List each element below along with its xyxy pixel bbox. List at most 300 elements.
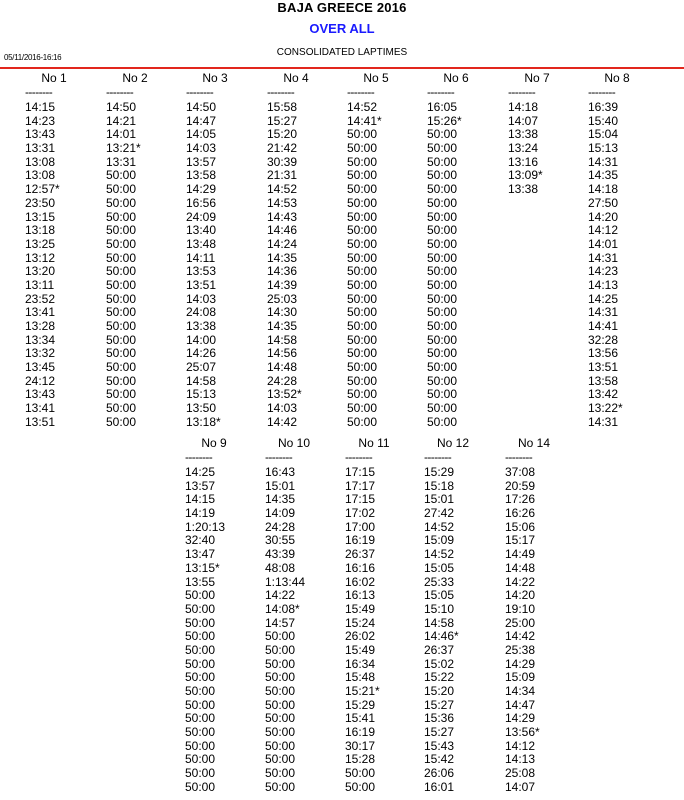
- lap-time: 15:36: [424, 711, 455, 726]
- car-number-header: No 7: [524, 71, 550, 85]
- lap-time: 14:30: [267, 305, 298, 320]
- lap-time: 14:48: [505, 560, 536, 575]
- lap-time: 13:11: [25, 277, 55, 292]
- lap-time: 16:43: [265, 465, 296, 479]
- lap-time: 14:22: [265, 588, 296, 603]
- car-number-header: No 8: [604, 71, 630, 85]
- lap-time: 15:41: [345, 711, 376, 726]
- car-column: [267, 71, 325, 430]
- lap-time: 17:17: [345, 478, 376, 493]
- lap-time: 50:00: [106, 305, 137, 320]
- lap-time: 15:28: [345, 752, 376, 767]
- lap-time: 14:12: [588, 223, 619, 238]
- lap-time: 43:39: [265, 547, 296, 562]
- lap-time: 50:00: [427, 387, 458, 402]
- car-number-header: No 14: [517, 436, 551, 450]
- lap-time: 15:17: [505, 533, 536, 548]
- lap-time: 17:15: [345, 492, 376, 507]
- lap-time: 14:03: [267, 401, 298, 416]
- lap-time: 16:39: [588, 100, 619, 114]
- lap-time: 50:00: [265, 697, 296, 712]
- lap-time: 13:08: [25, 168, 56, 183]
- car-number-header: No 1: [41, 71, 67, 85]
- lap-time: 15:02: [424, 656, 455, 671]
- lap-time: 13:52*: [267, 387, 302, 402]
- lap-time: 32:28: [588, 332, 619, 347]
- car-number-header: No 3: [202, 71, 228, 85]
- lap-time: 25:03: [267, 291, 298, 306]
- lap-time: 13:51: [25, 414, 56, 429]
- lap-time: 50:00: [347, 154, 378, 169]
- separator-line: --------: [186, 85, 214, 99]
- lap-time: 50:00: [347, 127, 378, 142]
- lap-time: 50:00: [347, 195, 378, 210]
- lap-time: 50:00: [427, 291, 458, 306]
- lap-time: 15:27: [267, 113, 298, 128]
- lap-time: 50:00: [185, 670, 216, 685]
- lap-time: 13:16: [508, 154, 539, 169]
- car-column: [265, 436, 323, 795]
- lap-time: 50:00: [185, 629, 216, 644]
- lap-time: 15:09: [424, 533, 455, 548]
- lap-time: 14:15: [185, 492, 216, 507]
- separator-line: --------: [265, 450, 293, 464]
- lap-time: 13:21*: [106, 141, 141, 156]
- lap-time: 15:42: [424, 752, 455, 767]
- lap-time: 13:38: [508, 127, 539, 142]
- lap-time: 14:42: [505, 629, 536, 644]
- car-number-header: No 9: [201, 436, 227, 450]
- lap-time: 50:00: [427, 277, 458, 292]
- lap-time: 13:55: [185, 574, 216, 589]
- lap-time: 14:36: [267, 264, 298, 279]
- lap-time: 50:00: [347, 209, 378, 224]
- lap-time: 50:00: [347, 319, 378, 333]
- lap-time: 50:00: [185, 588, 216, 603]
- lap-time: 50:00: [427, 141, 458, 156]
- lap-time: 15:49: [345, 601, 376, 616]
- lap-time: 50:00: [106, 236, 137, 251]
- car-number-header: No 2: [122, 71, 148, 85]
- lap-time: 50:00: [347, 346, 378, 361]
- lap-time: 30:17: [345, 738, 376, 753]
- lap-time: 13:18*: [186, 414, 221, 429]
- lap-time: 24:09: [186, 209, 217, 224]
- car-column: [427, 71, 485, 430]
- lap-time: 13:15: [25, 209, 56, 224]
- lap-time: 13:51: [588, 360, 619, 375]
- lap-time: 15:27: [424, 697, 455, 712]
- lap-time: 15:29: [424, 465, 455, 479]
- lap-time: 14:58: [186, 373, 217, 388]
- lap-time: 50:00: [106, 277, 137, 292]
- car-number-header: No 10: [277, 436, 311, 450]
- lap-time: 14:18: [588, 182, 619, 197]
- lap-time: 13:24: [508, 141, 539, 156]
- lap-time: 15:05: [424, 560, 455, 575]
- lap-time: 30:39: [267, 154, 298, 169]
- separator-line: --------: [267, 85, 295, 99]
- lap-time: 14:48: [267, 360, 298, 375]
- lap-time: 13:43: [25, 127, 56, 142]
- lap-time: 13:15*: [185, 560, 220, 575]
- lap-time: 12:57*: [25, 182, 60, 197]
- lap-time: 16:19: [345, 533, 376, 548]
- lap-time: 25:00: [505, 615, 536, 630]
- lap-time: 15:29: [345, 697, 376, 712]
- lap-time: 50:00: [427, 250, 458, 265]
- lap-time: 50:00: [265, 738, 296, 753]
- lap-time: 14:58: [424, 615, 455, 630]
- lap-time: 14:41: [588, 319, 619, 333]
- lap-time: 14:31: [588, 154, 619, 169]
- car-column: [345, 436, 403, 795]
- lap-time: 14:34: [505, 684, 536, 698]
- lap-time: 50:00: [106, 360, 137, 375]
- lap-time: 50:00: [427, 236, 458, 251]
- lap-time: 50:00: [265, 725, 296, 740]
- lap-time: 14:53: [267, 195, 298, 210]
- lap-time: 13:40: [186, 223, 217, 238]
- lap-time: 13:43: [25, 387, 56, 402]
- lap-time: 16:19: [345, 725, 376, 740]
- car-column: [186, 71, 244, 430]
- lap-time: 15:43: [424, 738, 455, 753]
- lap-time: 50:00: [427, 168, 458, 183]
- report-title: BAJA GREECE 2016: [277, 0, 407, 15]
- lap-time: 50:00: [347, 277, 378, 292]
- lap-time: 15:24: [345, 615, 376, 630]
- lap-time: 50:00: [347, 414, 378, 429]
- separator-line: --------: [185, 450, 213, 464]
- lap-time: 13:38: [186, 319, 217, 333]
- lap-time: 13:31: [25, 141, 56, 156]
- lap-time: 14:31: [588, 414, 619, 429]
- lap-time: 15:20: [267, 127, 298, 142]
- lap-time: 15:05: [424, 588, 455, 603]
- lap-time: 50:00: [427, 223, 458, 238]
- lap-time: 37:08: [505, 465, 536, 479]
- lap-time: 50:00: [347, 168, 378, 183]
- lap-time: 14:52: [424, 519, 455, 534]
- lap-time: 50:00: [427, 414, 458, 429]
- lap-time: 50:00: [265, 670, 296, 685]
- lap-time: 14:46: [267, 223, 298, 238]
- lap-time: 14:03: [186, 141, 217, 156]
- car-column: [505, 436, 563, 795]
- lap-time: 14:52: [347, 100, 378, 114]
- lap-time: 13:48: [186, 236, 217, 251]
- lap-time: 14:15: [25, 100, 56, 114]
- lap-time: 15:04: [588, 127, 619, 142]
- lap-time: 50:00: [427, 182, 458, 197]
- lap-time: 1:20:13: [185, 519, 226, 534]
- lap-time: 50:00: [347, 223, 378, 238]
- lap-time: 14:20: [588, 209, 619, 224]
- lap-time: 24:28: [267, 373, 298, 388]
- lap-time: 50:00: [185, 601, 216, 616]
- lap-time: 13:25: [25, 236, 56, 251]
- lap-time: 14:20: [505, 588, 536, 603]
- lap-time: 21:42: [267, 141, 298, 156]
- header-rule: [0, 67, 684, 69]
- lap-time: 13:31: [106, 154, 137, 169]
- lap-time: 30:55: [265, 533, 296, 548]
- lap-time: 14:46*: [424, 629, 459, 644]
- lap-time: 50:00: [427, 360, 458, 375]
- lap-time: 13:58: [588, 373, 619, 388]
- lap-time: 13:57: [186, 154, 217, 169]
- lap-time: 50:00: [185, 725, 216, 740]
- lap-time: 50:00: [185, 779, 216, 794]
- separator-line: --------: [508, 85, 536, 99]
- separator-line: --------: [25, 85, 53, 99]
- lap-time: 15:06: [505, 519, 536, 534]
- lap-time: 50:00: [347, 332, 378, 347]
- lap-time: 26:02: [345, 629, 376, 644]
- lap-time: 13:50: [186, 401, 217, 416]
- lap-time: 50:00: [265, 642, 296, 657]
- separator-line: --------: [427, 85, 455, 99]
- lap-time: 50:00: [427, 332, 458, 347]
- lap-time: 50:00: [106, 264, 137, 279]
- lap-time: 14:31: [588, 250, 619, 265]
- lap-time: 16:02: [345, 574, 376, 589]
- lap-time: 50:00: [265, 752, 296, 767]
- lap-time: 13:22*: [588, 401, 623, 416]
- car-column: [25, 71, 83, 430]
- lap-time: 50:00: [185, 738, 216, 753]
- lap-time: 14:35: [588, 168, 619, 183]
- lap-time: 14:50: [186, 100, 217, 114]
- lap-time: 50:00: [185, 711, 216, 726]
- lap-time: 50:00: [265, 779, 296, 794]
- lap-time: 15:09: [505, 670, 536, 685]
- lap-time: 13:41: [25, 305, 56, 320]
- lap-time: 14:07: [505, 779, 536, 794]
- lap-time: 50:00: [106, 401, 137, 416]
- lap-time: 50:00: [106, 182, 137, 197]
- lap-time: 14:39: [267, 277, 298, 292]
- lap-time: 14:56: [267, 346, 298, 361]
- lap-time: 50:00: [106, 332, 137, 347]
- car-number-header: No 4: [283, 71, 309, 85]
- lap-time: 50:00: [265, 711, 296, 726]
- lap-time: 50:00: [427, 264, 458, 279]
- car-number-header: No 12: [436, 436, 470, 450]
- lap-time: 19:10: [505, 601, 536, 616]
- lap-time: 17:02: [345, 506, 376, 521]
- lap-time: 16:01: [424, 779, 455, 794]
- lap-time: 50:00: [106, 209, 137, 224]
- lap-time: 50:00: [347, 141, 378, 156]
- lap-time: 50:00: [427, 305, 458, 320]
- lap-time: 14:29: [505, 711, 536, 726]
- car-column: [508, 71, 566, 197]
- lap-time: 21:31: [267, 168, 298, 183]
- lap-time: 50:00: [347, 236, 378, 251]
- lap-time: 14:11: [186, 250, 216, 265]
- separator-line: --------: [588, 85, 616, 99]
- car-column: [424, 436, 482, 795]
- lap-time: 15:40: [588, 113, 619, 128]
- lap-time: 13:56*: [505, 725, 540, 740]
- lap-time: 14:29: [505, 656, 536, 671]
- lap-time: 14:43: [267, 209, 298, 224]
- lap-time: 25:08: [505, 766, 536, 781]
- lap-time: 50:00: [185, 684, 216, 698]
- lap-time: 15:26*: [427, 113, 462, 128]
- car-number-header: No 6: [443, 71, 469, 85]
- lap-time: 1:13:44: [265, 574, 306, 589]
- lap-time: 50:00: [265, 684, 296, 698]
- lap-time: 14:25: [588, 291, 619, 306]
- lap-time: 50:00: [427, 319, 458, 333]
- separator-line: --------: [106, 85, 134, 99]
- lap-time: 14:01: [106, 127, 137, 142]
- lap-time: 14:23: [588, 264, 619, 279]
- lap-time: 14:50: [106, 100, 137, 114]
- lap-time: 14:25: [185, 465, 216, 479]
- lap-time: 13:57: [185, 478, 216, 493]
- lap-time: 14:07: [508, 113, 539, 128]
- car-column: [347, 71, 405, 430]
- separator-line: --------: [505, 450, 533, 464]
- lap-time: 14:47: [505, 697, 536, 712]
- lap-time: 15:01: [424, 492, 455, 507]
- lap-time: 23:50: [25, 195, 56, 210]
- lap-time: 14:01: [588, 236, 619, 251]
- lap-time: 50:00: [427, 373, 458, 388]
- lap-time: 15:01: [265, 478, 296, 493]
- lap-time: 50:00: [106, 373, 137, 388]
- lap-time: 50:00: [347, 182, 378, 197]
- lap-time: 50:00: [106, 223, 137, 238]
- lap-time: 26:37: [345, 547, 376, 562]
- lap-time: 14:19: [185, 506, 216, 521]
- lap-time: 13:47: [185, 547, 216, 562]
- lap-time: 13:28: [25, 319, 56, 333]
- lap-time: 14:24: [267, 236, 298, 251]
- lap-time: 50:00: [106, 291, 137, 306]
- lap-time: 50:00: [347, 373, 378, 388]
- lap-time: 13:20: [25, 264, 56, 279]
- lap-time: 14:49: [505, 547, 536, 562]
- separator-line: --------: [424, 450, 452, 464]
- lap-time: 50:00: [347, 264, 378, 279]
- lap-time: 50:00: [427, 195, 458, 210]
- lap-time: 14:26: [186, 346, 217, 361]
- lap-time: 14:41*: [347, 113, 382, 128]
- lap-time: 15:13: [186, 387, 217, 402]
- lap-time: 14:03: [186, 291, 217, 306]
- lap-time: 15:20: [424, 684, 455, 698]
- lap-time: 24:12: [25, 373, 56, 388]
- lap-time: 13:51: [186, 277, 217, 292]
- car-column: [185, 436, 243, 795]
- lap-time: 50:00: [185, 766, 216, 781]
- lap-time: 13:34: [25, 332, 56, 347]
- lap-time: 14:08*: [265, 601, 300, 616]
- lap-time: 14:47: [186, 113, 217, 128]
- lap-time: 14:09: [265, 506, 296, 521]
- lap-time: 13:53: [186, 264, 217, 279]
- lap-time: 15:22: [424, 670, 455, 685]
- lap-time: 14:05: [186, 127, 217, 142]
- lap-time: 14:18: [508, 100, 539, 114]
- lap-time: 14:31: [588, 305, 619, 320]
- lap-time: 50:00: [185, 752, 216, 767]
- lap-time: 14:22: [505, 574, 536, 589]
- lap-time: 14:35: [265, 492, 296, 507]
- car-column: [106, 71, 164, 430]
- lap-time: 50:00: [265, 629, 296, 644]
- lap-time: 50:00: [185, 642, 216, 657]
- lap-time: 14:23: [25, 113, 56, 128]
- lap-time: 50:00: [347, 360, 378, 375]
- separator-line: --------: [347, 85, 375, 99]
- lap-time: 14:00: [186, 332, 217, 347]
- lap-time: 50:00: [427, 346, 458, 361]
- lap-time: 17:26: [505, 492, 536, 507]
- lap-time: 50:00: [347, 291, 378, 306]
- lap-time: 13:41: [25, 401, 56, 416]
- lap-time: 25:07: [186, 360, 217, 375]
- lap-time: 13:32: [25, 346, 56, 361]
- lap-time: 13:09*: [508, 168, 543, 183]
- lap-time: 15:21*: [345, 684, 380, 698]
- lap-time: 15:13: [588, 141, 619, 156]
- lap-time: 15:58: [267, 100, 298, 114]
- lap-time: 13:12: [25, 250, 56, 265]
- lap-time: 15:10: [424, 601, 455, 616]
- lap-time: 50:00: [427, 127, 458, 142]
- lap-time: 23:52: [25, 291, 56, 306]
- lap-time: 14:52: [267, 182, 298, 197]
- lap-time: 14:13: [588, 277, 619, 292]
- lap-time: 14:57: [265, 615, 296, 630]
- lap-time: 50:00: [427, 154, 458, 169]
- lap-time: 50:00: [106, 387, 137, 402]
- lap-time: 50:00: [106, 250, 137, 265]
- lap-time: 14:13: [505, 752, 536, 767]
- lap-time: 50:00: [106, 168, 137, 183]
- lap-time: 14:58: [267, 332, 298, 347]
- lap-time: 14:42: [267, 414, 298, 429]
- lap-time: 50:00: [185, 656, 216, 671]
- report-subtitle: OVER ALL: [309, 21, 375, 36]
- car-number-header: No 5: [363, 71, 389, 85]
- lap-time: 26:06: [424, 766, 455, 781]
- lap-time: 17:15: [345, 465, 376, 479]
- lap-time: 27:42: [424, 506, 455, 521]
- lap-time: 27:50: [588, 195, 619, 210]
- lap-time: 14:12: [505, 738, 536, 753]
- lap-time: 50:00: [347, 305, 378, 320]
- lap-time: 13:45: [25, 360, 56, 375]
- lap-time: 24:28: [265, 519, 296, 534]
- lap-time: 50:00: [427, 401, 458, 416]
- lap-time: 50:00: [106, 319, 137, 333]
- lap-time: 50:00: [185, 615, 216, 630]
- lap-time: 17:00: [345, 519, 376, 534]
- car-number-header: No 11: [358, 436, 390, 450]
- lap-time: 14:35: [267, 319, 298, 333]
- lap-time: 50:00: [106, 346, 137, 361]
- lap-time: 24:08: [186, 305, 217, 320]
- section-heading: CONSOLIDATED LAPTIMES: [276, 47, 408, 58]
- lap-time: 13:38: [508, 182, 539, 197]
